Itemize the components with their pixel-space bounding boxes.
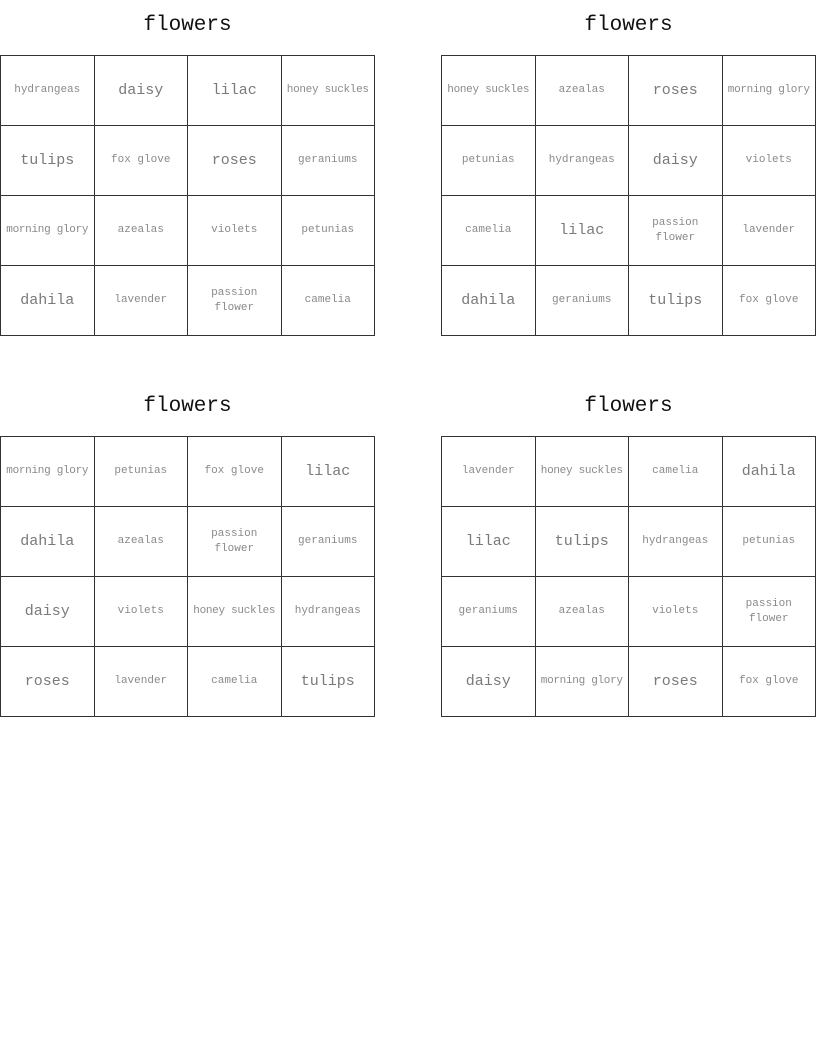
card-title: flowers bbox=[584, 14, 673, 37]
grid-cell: morning glory bbox=[1, 196, 95, 266]
grid-cell: violets bbox=[95, 577, 189, 647]
grid-cell: geraniums bbox=[536, 266, 630, 336]
grid-cell: dahila bbox=[1, 507, 95, 577]
grid-cell: geraniums bbox=[282, 126, 376, 196]
grid-cell: lilac bbox=[282, 437, 376, 507]
card-title: flowers bbox=[143, 395, 232, 418]
card-title: flowers bbox=[584, 395, 673, 418]
grid-cell: daisy bbox=[1, 577, 95, 647]
grid-cell: passion flower bbox=[188, 266, 282, 336]
grid-cell: camelia bbox=[442, 196, 536, 266]
grid-cell: lilac bbox=[188, 56, 282, 126]
grid-cell: fox glove bbox=[723, 647, 816, 717]
grid-cell: fox glove bbox=[188, 437, 282, 507]
bingo-grid bbox=[441, 55, 816, 336]
grid-cell: hydrangeas bbox=[1, 56, 95, 126]
grid-cell: petunias bbox=[282, 196, 376, 266]
bingo-grid bbox=[0, 436, 375, 717]
grid-cell: violets bbox=[188, 196, 282, 266]
grid-cell: tulips bbox=[536, 507, 630, 577]
grid-cell: geraniums bbox=[282, 507, 376, 577]
grid-cell: azealas bbox=[536, 577, 630, 647]
grid-cell: tulips bbox=[1, 126, 95, 196]
grid-cell: fox glove bbox=[723, 266, 816, 336]
grid-cell: lavender bbox=[723, 196, 816, 266]
grid-cell: daisy bbox=[95, 56, 189, 126]
grid-cell: tulips bbox=[629, 266, 723, 336]
grid-cell: honey suckles bbox=[536, 437, 630, 507]
grid-cell: roses bbox=[188, 126, 282, 196]
grid-cell: azealas bbox=[95, 196, 189, 266]
grid-cell: violets bbox=[723, 126, 816, 196]
grid-cell: lavender bbox=[442, 437, 536, 507]
grid-cell: roses bbox=[629, 56, 723, 126]
grid-cell: dahila bbox=[442, 266, 536, 336]
grid-cell: fox glove bbox=[95, 126, 189, 196]
grid-cell: passion flower bbox=[629, 196, 723, 266]
grid-cell: morning glory bbox=[723, 56, 816, 126]
grid-cell: dahila bbox=[723, 437, 816, 507]
grid-cell: honey suckles bbox=[282, 56, 376, 126]
grid-cell: hydrangeas bbox=[282, 577, 376, 647]
grid-cell: geraniums bbox=[442, 577, 536, 647]
grid-cell: morning glory bbox=[536, 647, 630, 717]
grid-cell: hydrangeas bbox=[629, 507, 723, 577]
grid-cell: camelia bbox=[188, 647, 282, 717]
grid-cell: dahila bbox=[1, 266, 95, 336]
grid-cell: violets bbox=[629, 577, 723, 647]
grid-cell: daisy bbox=[629, 126, 723, 196]
grid-cell: honey suckles bbox=[442, 56, 536, 126]
grid-cell: lavender bbox=[95, 266, 189, 336]
grid-cell: tulips bbox=[282, 647, 376, 717]
grid-cell: camelia bbox=[629, 437, 723, 507]
grid-cell: camelia bbox=[282, 266, 376, 336]
grid-cell: passion flower bbox=[188, 507, 282, 577]
grid-cell: passion flower bbox=[723, 577, 816, 647]
grid-cell: azealas bbox=[536, 56, 630, 126]
grid-cell: daisy bbox=[442, 647, 536, 717]
grid-cell: morning glory bbox=[1, 437, 95, 507]
grid-cell: lilac bbox=[442, 507, 536, 577]
bingo-grid bbox=[0, 55, 375, 336]
grid-cell: roses bbox=[1, 647, 95, 717]
grid-cell: roses bbox=[629, 647, 723, 717]
bingo-grid bbox=[441, 436, 816, 717]
grid-cell: lavender bbox=[95, 647, 189, 717]
grid-cell: honey suckles bbox=[188, 577, 282, 647]
grid-cell: hydrangeas bbox=[536, 126, 630, 196]
grid-cell: azealas bbox=[95, 507, 189, 577]
grid-cell: petunias bbox=[442, 126, 536, 196]
grid-cell: petunias bbox=[723, 507, 816, 577]
grid-cell: petunias bbox=[95, 437, 189, 507]
card-title: flowers bbox=[143, 14, 232, 37]
grid-cell: lilac bbox=[536, 196, 630, 266]
